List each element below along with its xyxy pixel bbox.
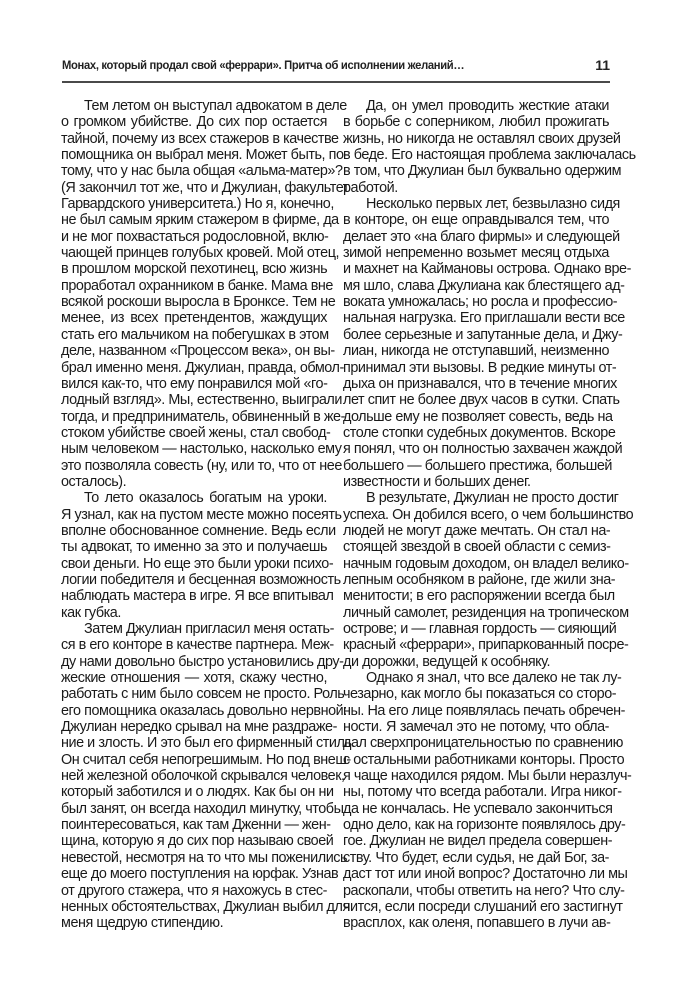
text-line: дольше ему не позволяет совесть, ведь на (343, 408, 613, 425)
text-line: зимой непременно возьмет месяц отдыха (343, 245, 609, 262)
text-line: известности и больших денег. (343, 473, 531, 490)
paragraph (343, 670, 632, 932)
text-line: от другого стажера, что я нахожусь в стес- (61, 882, 327, 899)
text-line: я чаще находился рядом. Мы были неразлуч- (343, 768, 632, 785)
text-line: логии победителя и бесценная возможность (61, 571, 341, 588)
text-line: в беде. Его настоящая проблема заключалась (343, 147, 636, 164)
text-line: с остальными работниками конторы. Просто (343, 751, 625, 768)
text-line: свои деньги. Но еще это были уроки психо- (61, 555, 334, 572)
running-title: Монах, который продал свой «феррари». Притча об исполнении желаний… (62, 58, 465, 72)
text-line: как губка. (61, 604, 121, 621)
text-line: Тем летом он выступал адвокатом в деле (84, 98, 347, 114)
text-line: личный самолет, резиденция на тропическом (343, 604, 629, 621)
text-line: лепным особняком в районе, где жили зна- (343, 571, 616, 588)
text-line: который заботился и о людях. Как бы он ни (61, 784, 334, 801)
text-line: в прошлом морской пехотинец, всю жизнь (61, 261, 328, 278)
text-line: чится, если посреди слушаний его застигнут (343, 898, 623, 915)
text-line: острове; и — главная гордость — сияющий (343, 621, 617, 637)
paragraph (343, 98, 636, 196)
text-line: ству. Что будет, если судья, не дай Бог, за- (343, 849, 609, 866)
text-line: стоящей звездой в своей области с семиз- (343, 539, 611, 556)
text-line: ным человеком — настолько, насколько ему (61, 441, 342, 458)
text-line: начным годовым доходом, он владел велико- (343, 555, 629, 572)
text-line: Однако я знал, что все далеко не так лу- (366, 670, 622, 687)
paragraph (343, 196, 631, 490)
paragraph (61, 490, 342, 621)
text-line: я понял, что он полностью захвачен жаждой (343, 441, 623, 458)
text-line: деле, названном «Процессом века», он вы- (61, 343, 335, 360)
header-rule (62, 81, 610, 83)
paragraph (61, 621, 355, 932)
text-line: наблюдать мастера в игре. Я все впитывал (61, 588, 334, 605)
text-line: мя шло, слава Джулиана как блестящего ад- (343, 277, 625, 294)
text-line: успеха. Он добился всего, о чем большинство (343, 506, 634, 523)
text-line: Несколько первых лет, безвылазно сидя (366, 196, 620, 213)
text-line: щина, которую я до сих пор называю своей (61, 833, 334, 850)
text-line: лодный взгляд». Мы, естественно, выиграли (61, 392, 342, 409)
text-line: тайной, почему из всех стажеров в качестве (61, 130, 339, 147)
text-line: невестой, несмотря на то что мы поженились (61, 849, 348, 866)
text-line: гое. Джулиан не видел предела совершен- (343, 833, 613, 850)
text-line: ны. На его лице появлялась печать обречен- (343, 702, 626, 719)
text-line: это позволяла совесть (ну, или то, что от нее (61, 457, 342, 474)
text-line: менитости; в его распоряжении всегда был (343, 588, 615, 605)
text-line: лиан, никогда не отступавший, неизменно (343, 343, 609, 360)
text-line: воката умножалась; но росла и профессио- (343, 294, 618, 311)
text-line: врасплох, как оленя, попавшего в лучи ав- (343, 915, 611, 932)
text-line: столе стопки судебных документов. Вскоре (343, 424, 616, 441)
text-line: вился как-то, что ему понравился мой «го- (61, 375, 328, 392)
text-line: стоком убийстве своей жены, стал свобод- (61, 424, 331, 441)
text-line: В результате, Джулиан не просто достиг (366, 490, 619, 507)
text-line: работать с ним было совсем не просто. Роль (61, 686, 345, 703)
text-line: ние и злость. И это был его фирменный стиль. (61, 735, 355, 752)
text-line: жизнь, но никогда не оставлял своих друзей (343, 130, 621, 147)
text-line: осталось). (61, 473, 127, 490)
text-line: ней железной оболочкой скрывался человек, (61, 768, 345, 785)
text-line: Да, он умел проводить жесткие атаки (366, 98, 609, 114)
text-line: да не кончалась. Не успевало закончиться (343, 800, 613, 817)
text-line: помощника он выбрал меня. Может быть, по- (61, 147, 348, 164)
text-line: более серьезные и запутанные дела, и Джу- (343, 326, 623, 343)
text-line: в том, что Джулиан был буквально одержим (343, 163, 622, 180)
text-line: о громком убийстве. До сих пор остается (61, 114, 327, 131)
text-line: брал именно меня. Джулиан, правда, обмол- (61, 359, 344, 376)
text-line: чающей принцев голубых кровей. Мой отец, (61, 245, 340, 262)
text-line: ду нами довольно быстро установились дру- (61, 653, 344, 670)
text-line: Затем Джулиан пригласил меня остать- (84, 621, 334, 637)
text-line: его помощника оказалась довольно нервной: (61, 702, 347, 719)
text-line: в борьбе с соперником, любил прожигать (343, 114, 609, 131)
text-line: в конторе, он еще оправдывался тем, что (343, 212, 609, 229)
text-line: дыха он признавался, что в течение многих (343, 375, 617, 392)
text-line: вполне обоснованное сомнение. Ведь если (61, 522, 336, 539)
running-header (62, 58, 610, 80)
text-line: (Я закончил тот же, что и Джулиан, факультет (61, 179, 349, 196)
text-line: красный «феррари», припаркованный посре- (343, 637, 629, 654)
text-line: ся в его конторе в качестве партнера. Меж- (61, 637, 334, 654)
paragraph (61, 98, 349, 490)
text-line: принимал эти вызовы. В редкие минуты от- (343, 359, 617, 376)
text-line: и махнет на Каймановы острова. Однако вре- (343, 261, 631, 278)
text-line: и не мог похвастаться родословной, вклю- (61, 228, 329, 245)
text-line: поинтересоваться, как там Дженни — жен- (61, 817, 331, 834)
text-line: даст тот или иной вопрос? Достаточно ли мы (343, 866, 628, 883)
text-line: проработал охранником в банке. Мама вне (61, 277, 333, 294)
text-line: еще до моего поступления на юрфак. Узнав (61, 866, 339, 883)
text-line: стать его мальчиком на побегушках в этом (61, 326, 329, 343)
text-line: не был самым ярким стажером в фирме, да (61, 212, 339, 229)
text-line: был занят, он всегда находил минутку, чтобы (61, 800, 344, 817)
text-line: раскопали, чтобы ответить на него? Что слу- (343, 882, 625, 899)
text-line: делает это «на благо фирмы» и следующей (343, 228, 620, 245)
text-line: всякой роскоши выросла в Бронксе. Тем не (61, 294, 336, 311)
text-line: тогда, и предприниматель, обвиненный в же- (61, 408, 345, 425)
text-line: жеские отношения — хотя, скажу честно, (61, 670, 327, 687)
page-number: 11 (595, 57, 610, 73)
text-line: ты адвокат, то именно за это и получаешь (61, 539, 327, 556)
text-line: менее, из всех претендентов, жаждущих (61, 310, 327, 327)
text-line: ди дорожки, ведущей к особняку. (343, 653, 551, 670)
text-line: одно дело, как на горизонте появлялось дру- (343, 817, 626, 834)
text-line: Я узнал, как на пустом месте можно посеять (61, 506, 342, 523)
text-line: нальная нагрузка. Его приглашали вести все (343, 310, 625, 327)
text-line: большего — большего престижа, большей (343, 457, 613, 474)
text-line: ны, потому что всегда работали. Игра никог- (343, 784, 622, 801)
text-line: лет спит не более двух часов в сутки. Спать (343, 392, 620, 409)
text-line: То лето оказалось богатым на уроки. (84, 490, 327, 507)
right-text-column (343, 98, 636, 932)
text-line: дал сверхпроницательностью по сравнению (343, 735, 623, 752)
text-line: Он считал себя непогрешимым. Но под внеш- (61, 751, 351, 768)
text-line: тому, что у нас была общая «альма-матер»? (61, 163, 343, 180)
text-line: Джулиан нередко срывал на мне раздраже- (61, 719, 337, 736)
text-line: Гарвардского университета.) Но я, конечно, (61, 196, 334, 213)
text-line: ненных обстоятельствах, Джулиан выбил для (61, 898, 350, 915)
left-text-column (61, 98, 355, 932)
text-line: ности. Я замечал это не потому, что обла- (343, 719, 609, 736)
paragraph (343, 490, 634, 670)
text-line: меня щедрую стипендию. (61, 915, 224, 932)
text-line: чезарно, как могло бы показаться со сторо- (343, 686, 617, 703)
text-line: людей не могут даже мечтать. Он стал на- (343, 522, 611, 539)
text-line: работой. (343, 179, 398, 196)
